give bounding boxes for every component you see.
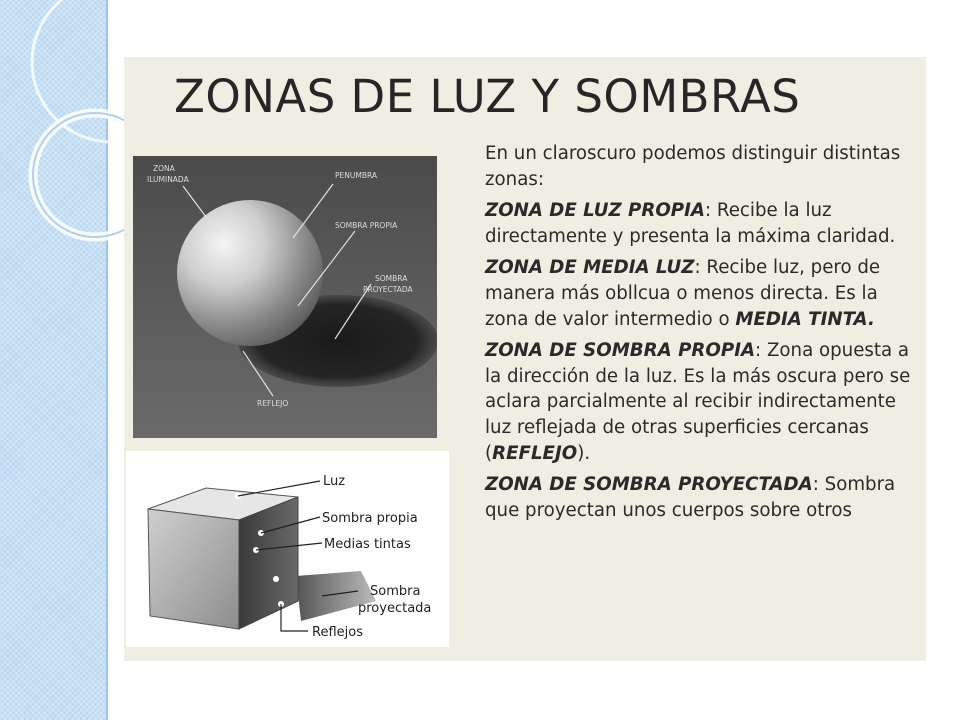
- paragraph-luz-propia: [485, 198, 925, 249]
- term-sombra-proyectada: ZONA DE SOMBRA PROYECTADA: [485, 474, 813, 496]
- text-sombra-propia: : Zona opuesta a la dirección de la luz. Es la más oscura pero se aclara parcialmente al recibir indirectamente luz reflejada de otras superficies cercanas (: [485, 340, 911, 464]
- label-reflejo: REFLEJO: [257, 399, 289, 408]
- sphere-light-figure: [133, 156, 437, 438]
- term-sombra-propia: ZONA DE SOMBRA PROPIA: [485, 340, 756, 362]
- term-luz-propia: ZONA DE LUZ PROPIA: [485, 200, 705, 222]
- term-media-luz: ZONA DE MEDIA LUZ: [485, 257, 695, 279]
- body-text: [485, 141, 925, 529]
- text-luz-propia: : Recibe la luz directamente y presenta la máxima claridad.: [485, 200, 896, 247]
- intro-text: En un claroscuro podemos distinguir distintas zonas:: [485, 143, 901, 190]
- label-penumbra: PENUMBRA: [335, 171, 378, 180]
- label-luz: Luz: [323, 474, 346, 489]
- term-media-tinta: MEDIA TINTA.: [735, 308, 875, 330]
- label-sombra: SOMBRA: [375, 274, 408, 283]
- text-sombra-proyectada: : Sombra que proyectan unos cuerpos sobre otros: [485, 474, 896, 521]
- paragraph-media-luz: [485, 255, 925, 332]
- paragraph-sombra-proyectada: [485, 472, 925, 523]
- slide-title: ZONAS DE LUZ Y SOMBRAS: [174, 70, 801, 123]
- cube-front: [148, 509, 239, 629]
- label-iluminada: ILUMINADA: [147, 175, 189, 184]
- text-media-luz: : Recibe luz, pero de manera más obllcua o menos directa. Es la zona de valor intermedio o: [485, 257, 881, 330]
- label-proyectada: proyectada: [358, 601, 432, 616]
- cube-light-figure: [126, 451, 449, 647]
- text-sombra-propia-end: ).: [577, 442, 591, 464]
- intro-paragraph: [485, 141, 925, 192]
- label-medias-tintas: Medias tintas: [324, 537, 411, 552]
- term-reflejo: REFLEJO: [492, 442, 578, 464]
- label-proyectada: PROYECTADA: [363, 285, 413, 294]
- paragraph-sombra-propia: [485, 338, 925, 466]
- label-sombra: Sombra: [370, 584, 421, 599]
- label-sombra-propia: Sombra propia: [322, 511, 418, 526]
- label-sombra-propia: SOMBRA PROPIA: [335, 221, 398, 230]
- cube-side: [239, 497, 298, 629]
- label-zona: ZONA: [153, 164, 175, 173]
- label-reflejos: Reflejos: [312, 625, 363, 640]
- sphere: [177, 200, 323, 346]
